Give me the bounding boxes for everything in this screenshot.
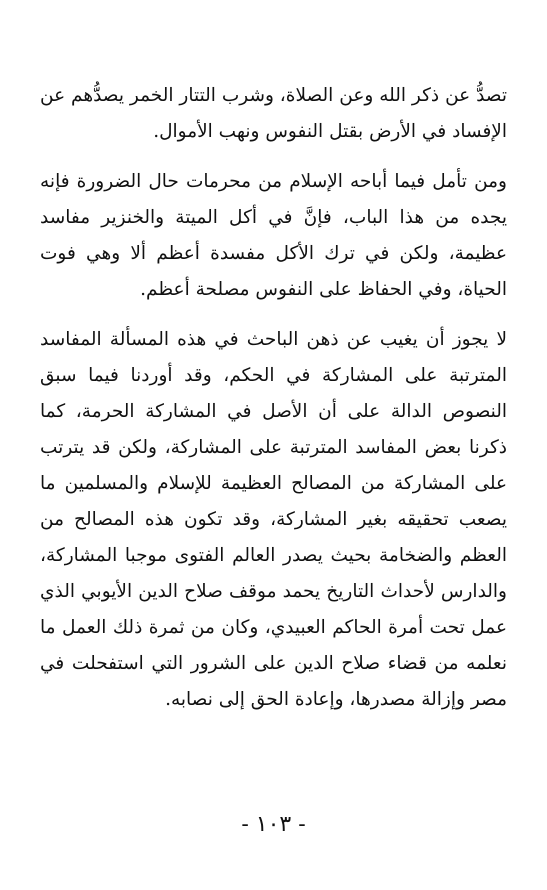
paragraph-1: تصدُّ عن ذكر الله وعن الصلاة، وشرب التتار الخمر يصدُّهم عن الإفساد في الأرض بقتل النفوس ونهب الأموال. bbox=[40, 85, 507, 142]
page-body bbox=[40, 78, 507, 718]
paragraph-3: لا يجوز أن يغيب عن ذهن الباحث في هذه المسألة المفاسد المترتبة على المشاركة في الحكم، وقد أوردنا فيما سبق النصوص الدالة على أن الأصل في المشاركة الحرمة، كما ذكرنا بعض المفاسد المترتبة على المشاركة، ولكن قد يترتب على المشاركة من المصالح العظيمة للإسلام والمسلمين ما يصعب تحقيقه بغير المشاركة، وقد تكون هذه المصالح من العظم والضخامة بحيث يصدر العالم الفتوى موجبا المشاركة، والدارس لأحداث التاريخ يحمد موقف صلاح الدين الأيوبي الذي عمل تحت أمرة الحاكم العبيدي، وكان من ثمرة ذلك العمل ما نعلمه من قضاء صلاح الدين على الشرور التي استفحلت في مصر وإزالة مصدرها، وإعادة الحق إلى نصابه. bbox=[40, 329, 507, 710]
paragraph-2: ومن تأمل فيما أباحه الإسلام من محرمات حال الضرورة فإنه يجده من هذا الباب، فإنَّ في أكل الميتة والخنزير مفاسد عظيمة، ولكن في ترك الأكل مفسدة أعظم ألا وهي فوت الحياة، وفي الحفاظ على النفوس مصلحة أعظم. bbox=[40, 171, 507, 300]
page-number: - ١٠٣ - bbox=[241, 812, 306, 837]
